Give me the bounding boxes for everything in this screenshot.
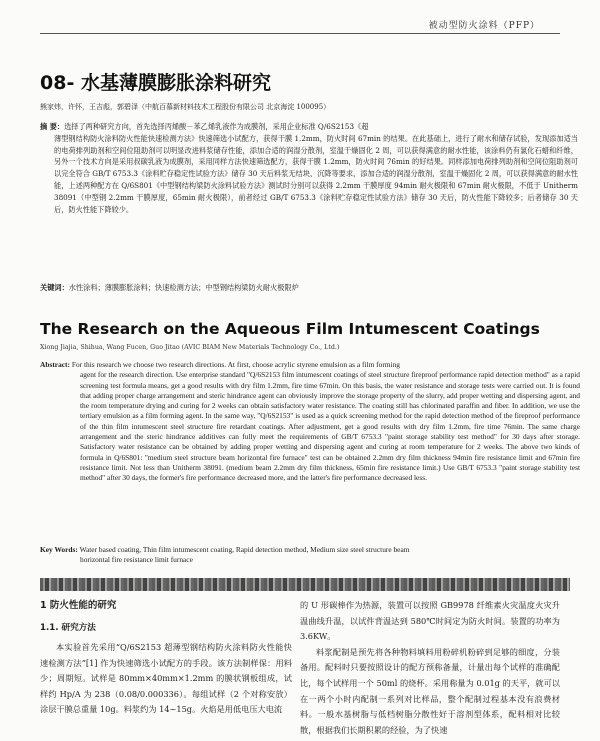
article-title-cn: 08- 水基薄膜膨胀涂料研究: [40, 72, 271, 94]
keywords-cn: [40, 282, 580, 293]
keywords-en-label: Key Words:: [40, 545, 78, 554]
keywords-cn-label: 关键词：: [40, 283, 69, 292]
decorative-divider-band: [40, 578, 570, 591]
authors-en: Xiong Jiajia, Shihua, Wang Fucen, Guo Jitao (AVIC BIAM New Materials Technology Co., Ltd.): [40, 344, 340, 351]
right-paragraph-1: 的 U 形碳棒作为热源，装置可以按照 GB9978 纤维素火灾温度火灾升温曲线升温，以试件背温达到 580℃时间定为防火时间。装置的功率为 3.6KW。: [300, 600, 560, 642]
left-paragraph: 本实验首先采用“Q/6S2153 超薄型钢结构防火涂料防火性能快速检测方法”[1] 作为快速筛选小试配方的手段。该方法制样保：用料少；周期短。试样是 80mm×40mm×1.2mm 的膜状钢板组成，试样约 Hp/A 为 238（0.08/0.000336）。每组试样（2 个对称安放）涂层干膜总重量 10g。料浆约为 14~15g。火焰是用低电压大电流: [40, 642, 292, 715]
article-title-en: The Research on the Aqueous Film Intumescent Coatings: [40, 320, 540, 338]
abstract-en-body: agent for the research direction. Use enterprise standard "Q/6S2153 film intumescent coatings of steel structure fireproof performance rapid detection method" as a rapid screening test formula means, get a good results with dry film 1.2mm, fire time 67min. On this basis, the water resistance and storage tests were carried out. It is found that adding proper charge arrangement and steric hindrance agent can obviously improve the storage property of the slurry, add proper wetting and dispersing agent, and the room temperature drying and curing for 2 weeks can obtain satisfactory water resistance. The coating still has chlorinated paraffin and fiber. In addition, we use the tertiary emulsion as a film forming agent. In the same way, "Q/6S2153" is used as a quick screening method for the rapid detection method of the fireproof performance of the thin film intumescent steel structure fire retardant coatings. After adjustment, get a good results with dry film 1.2mm, fire time 76min. The same charge arrangement and the steric hindrance additives can fully meet the requirements of GB/T 6753.3 "paint storage stability test method" for 30 days after storage. Satisfactory water resistance can be obtained by adding proper wetting and dispersing agent and curing at room temperature for 2 weeks. The above two kinds of formula in Q/6S801: "medium steel structure beam horizontal fire furnace" test can be obtained 2.2mm dry film thickness 94min fire resistance limit and 67min fire resistance limit. Not less than Unitherm 38091. (medium beam 2.2mm dry film thickness, 65min fire resistance limit.) Use GB/T 6753.3 "paint storage stability test method" after 30 days, the former's fire performance decreased more, and the latter's fire performance decreased less.: [80, 370, 580, 483]
keywords-en-rest: horizontal fire resistance limit furnace: [80, 555, 193, 565]
section-1-1-heading: 1.1. 研究方法: [40, 623, 96, 633]
abstract-cn-first-line: 选择了两种研究方向，首先选择丙烯酸－苯乙烯乳液作为成膜剂，采用企业标准 Q/6S2153《超: [64, 122, 369, 131]
body-left-column: [40, 598, 292, 718]
abstract-cn-label: 摘 要：: [40, 122, 65, 131]
authors-cn: 熊家炜，许怀，王吉彪，郭碧泽（中航百慕新材料技术工程股份有限公司 北京海淀 100095）: [40, 103, 331, 111]
abstract-en-first-line: For this research we choose two research directions. At first, choose acrylic styrene emulsion as a film forming: [71, 360, 400, 369]
keywords-cn-text: 水性涂料；薄膜膨胀涂料；快速检测方法；中型钢结构梁防火耐火极限炉: [68, 283, 299, 292]
abstract-en: [40, 360, 580, 484]
running-header: 被动型防火涂料（PFP）: [428, 21, 540, 31]
body-right-column: [300, 598, 560, 738]
abstract-cn-body: 薄型钢结构防火涂料防火性能快速检测方法》快速筛选小试配方，获得干膜 1.2mm，防火时间 67min 的结果。在此基础上，进行了耐水和储存试验，发现添加适当的电荷排列助剂和空间位阻助剂可以明显改进料浆储存性能，添加合适的润湿分散剂，室温干燥固化 2 周，可以获得满意的耐水性能，该涂料仍有氯化石蜡和纤维，另外一个技术方向是采用叔碳乳液为成膜剂，采用同样方法快速筛选配方，获得干膜 1.2mm，防火时间 76min 的好结果。同样添加电荷排列助剂和空间位阻助剂可以完全符合 GB/T 6753.3《涂料贮存稳定性试验方法》储存 30 天后料浆无结块、沉降等要求，添加合适的润湿分散剂，室温干燥固化 2 周，可以获得满意的耐水性能，上述两种配方在 Q/6S801《中型钢结构梁防火涂料试验方法》测试时分别可以获得 2.2mm 干膜厚度 94min 耐火极限和 67min 耐火极限，不低于 Unitherm 38091（中型钢 2.2mm 干膜厚度，65min 耐火极限），前者经过 GB/T 6753.3《涂料贮存稳定性试验方法》储存 30 天后，防火性能下降较多；后者储存 30 天后，防火性能下降较少。: [54, 133, 578, 214]
keywords-en: [40, 545, 580, 566]
right-paragraph-2: 料浆配制是预先将各种物料填料用粉碎机粉碎到足够的细度，分装备用。配料时只要按照设计的配方预称备量，计量出每个试样的准确配比，每个试样用一个 50ml 的烧杯。采用称量为 0.01g 的天平，就可以在一两个小时内配制一系列对比样品，整个配制过程基本没有浪费材料。一般水基树脂与低档树脂分散性好于溶剂型体系，配料相对比较散，根据我们长期积累的经验，为了快速: [300, 646, 560, 735]
header-rule: [40, 33, 560, 34]
abstract-en-label: Abstract:: [40, 360, 70, 369]
abstract-cn: [40, 121, 578, 215]
keywords-en-first-line: Water based coating, Thin film intumescent coating, Rapid detection method, Medium size steel structure beam: [79, 545, 410, 554]
section-1-heading: 1 防火性能的研究: [40, 600, 117, 611]
